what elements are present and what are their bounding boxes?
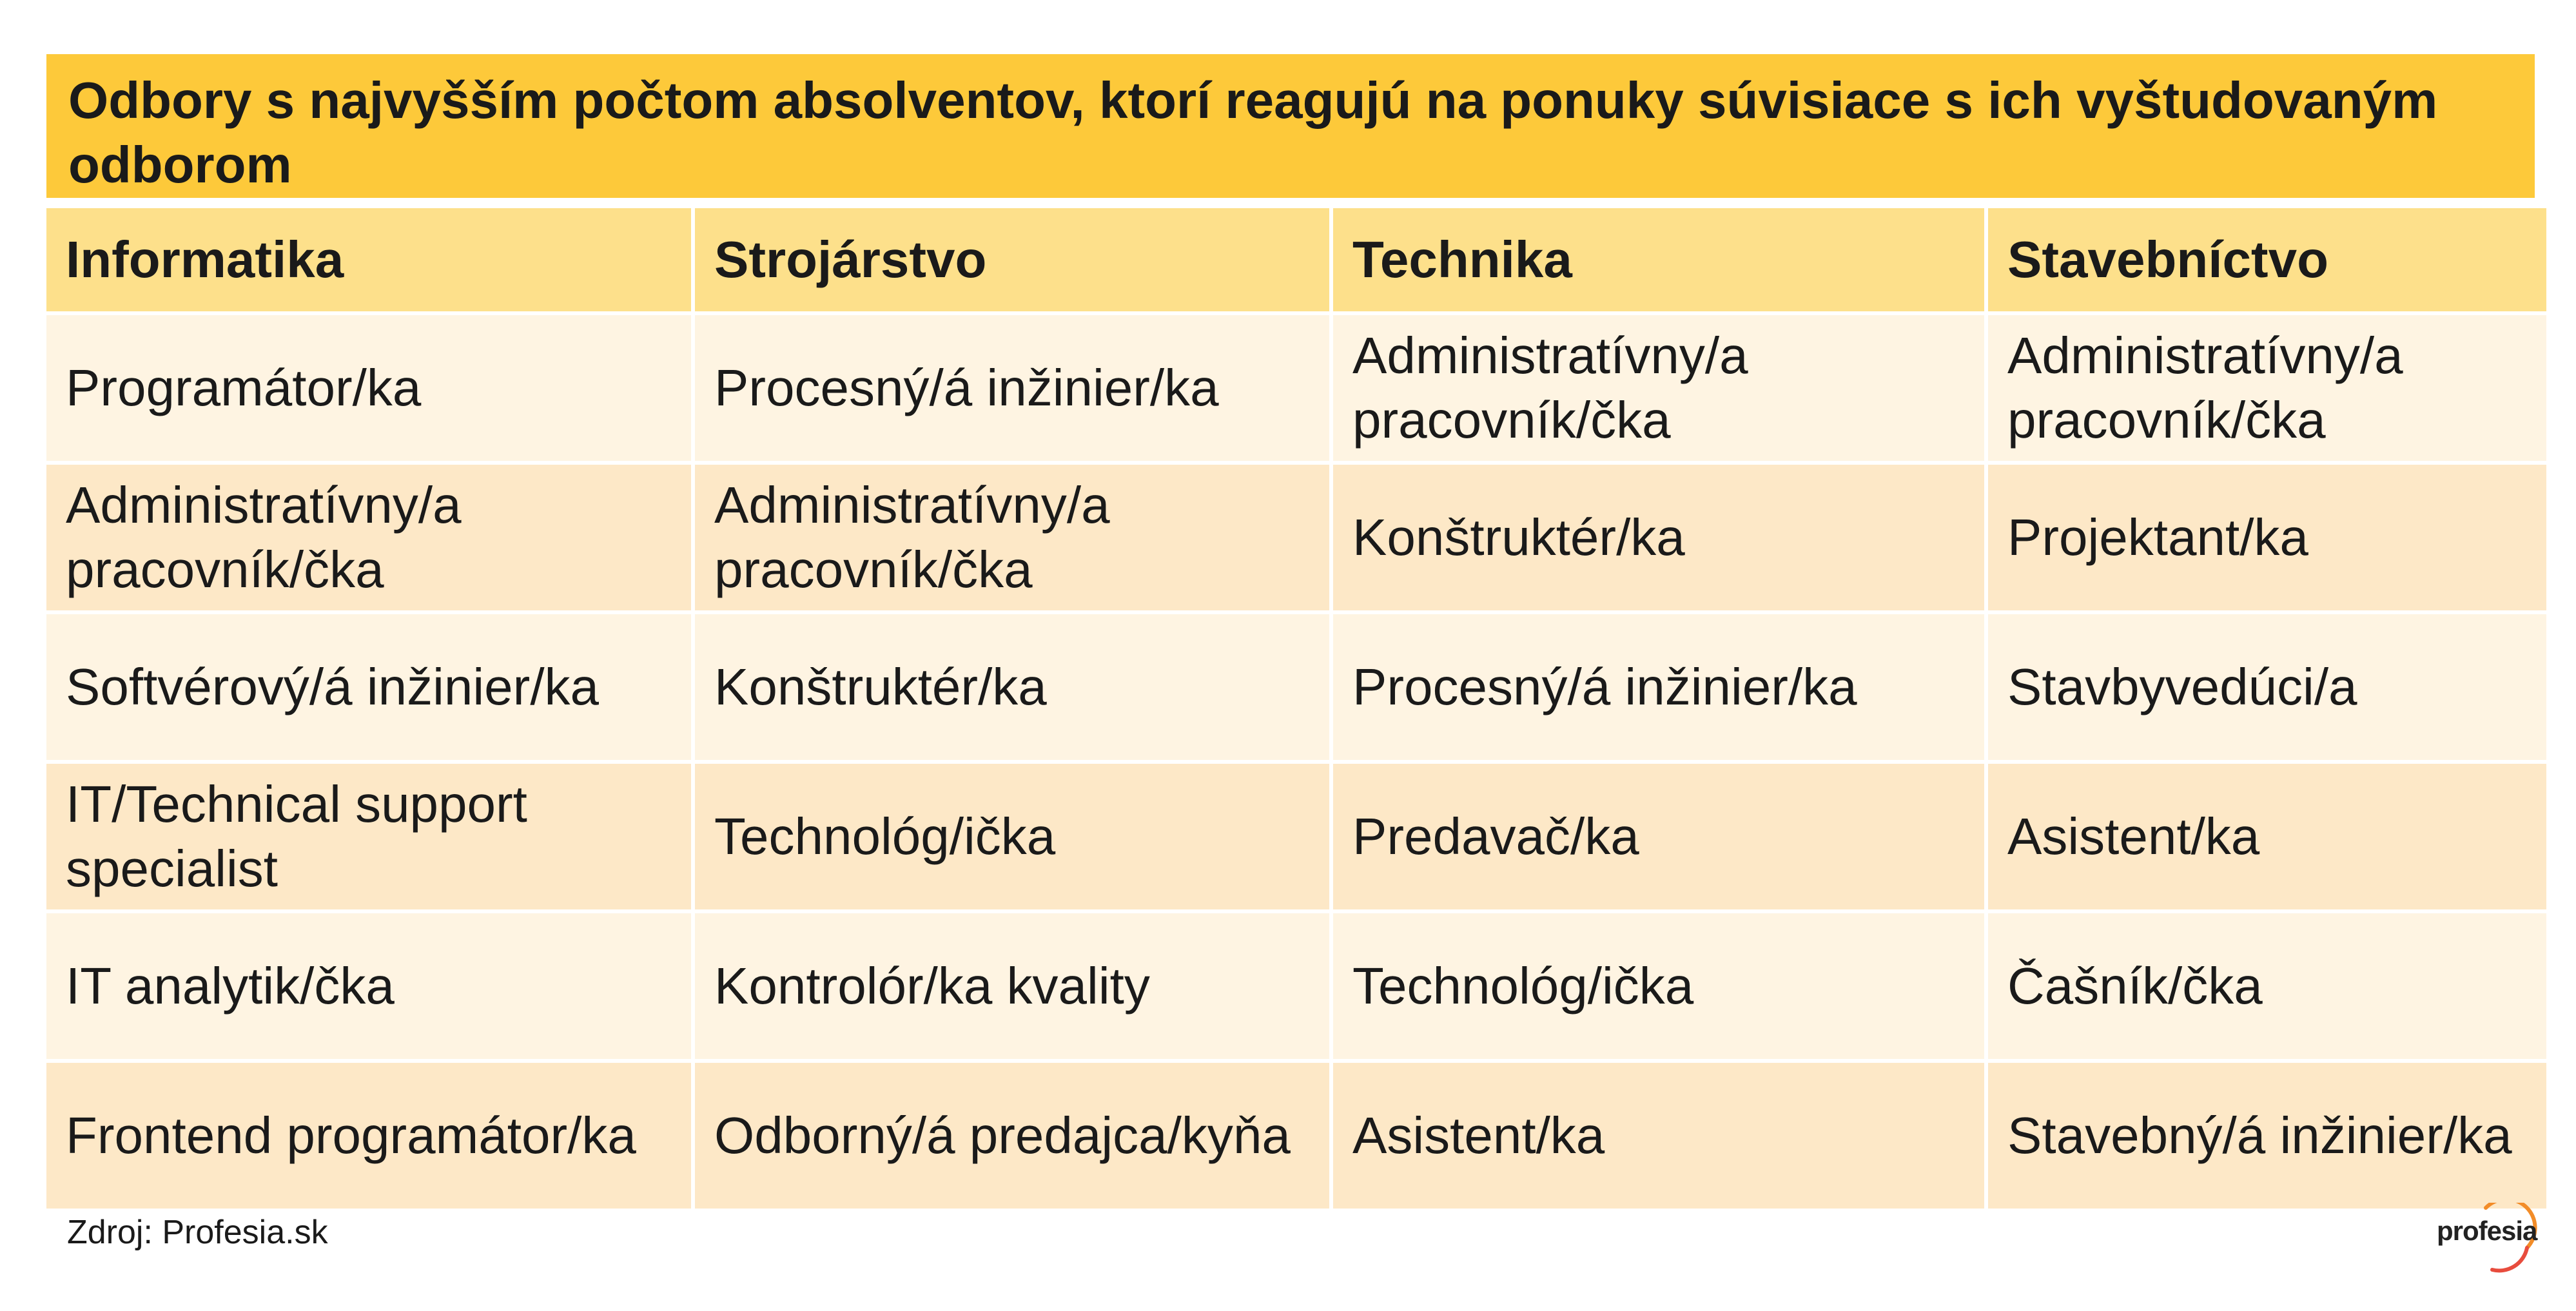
logo-text: profesia [2437,1216,2537,1246]
header-row [46,208,2546,311]
table-cell: Programátor/ka [46,315,691,461]
table-cell: IT/Technical support specialist [46,764,691,909]
table-cell: Konštruktér/ka [695,614,1329,760]
table-cell: Konštruktér/ka [1333,465,1984,610]
column-header-stavebnictvo: Stavebníctvo [1988,208,2546,311]
professions-table [43,204,2550,1212]
table-cell: Procesný/á inžinier/ka [1333,614,1984,760]
table-cell: Stavbyvedúci/a [1988,614,2546,760]
table-cell: Odborný/á predajca/kyňa [695,1063,1329,1209]
table-cell: Kontrolór/ka kvality [695,913,1329,1059]
table-row [46,913,2546,1059]
table-row [46,315,2546,461]
table-cell: Administratívny/a pracovník/čka [1988,315,2546,461]
table-cell: Asistent/ka [1333,1063,1984,1209]
table-cell: Čašník/čka [1988,913,2546,1059]
table-cell: Technológ/ička [695,764,1329,909]
table-row [46,764,2546,909]
table-cell: Frontend programátor/ka [46,1063,691,1209]
table-cell: Administratívny/a pracovník/čka [1333,315,1984,461]
table-cell: Procesný/á inžinier/ka [695,315,1329,461]
table-row [46,1063,2546,1209]
infographic-table [46,54,2535,1212]
table-cell: Administratívny/a pracovník/čka [46,465,691,610]
table-cell: Asistent/ka [1988,764,2546,909]
table-cell: Administratívny/a pracovník/čka [695,465,1329,610]
table-cell: Stavebný/á inžinier/ka [1988,1063,2546,1209]
column-header-strojarstvo: Strojárstvo [695,208,1329,311]
table-cell: IT analytik/čka [46,913,691,1059]
column-header-informatika: Informatika [46,208,691,311]
table-row [46,614,2546,760]
table-cell: Technológ/ička [1333,913,1984,1059]
table-cell: Predavač/ka [1333,764,1984,909]
source-note: Zdroj: Profesia.sk [67,1214,328,1251]
table-row [46,465,2546,610]
table-cell: Projektant/ka [1988,465,2546,610]
profesia-logo [2430,1203,2540,1274]
column-header-technika: Technika [1333,208,1984,311]
table-title: Odbory s najvyšším počtom absolventov, ktorí reagujú na ponuky súvisiace s ich vyštudovaným odborom [46,54,2535,198]
table-cell: Softvérový/á inžinier/ka [46,614,691,760]
